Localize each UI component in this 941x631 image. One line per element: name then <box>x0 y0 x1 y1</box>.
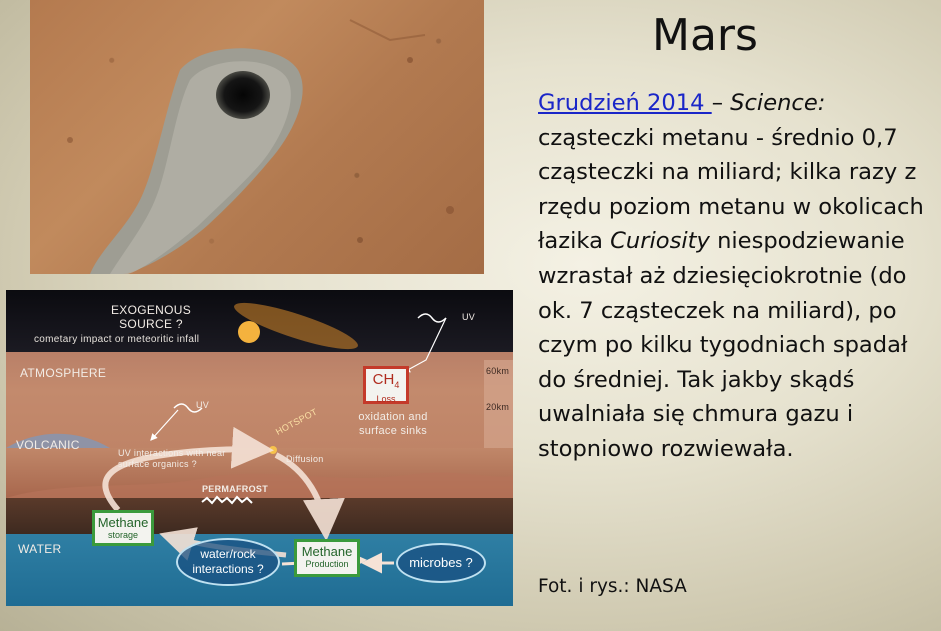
diffusion-label: Diffusion <box>286 454 324 464</box>
ch4-loss-label: Loss <box>376 394 396 404</box>
uv-label-left: UV <box>196 400 210 410</box>
methane-production-box <box>294 539 360 577</box>
water-label: WATER <box>18 542 62 556</box>
methane-cycle-diagram <box>6 290 513 606</box>
dash-separator: – <box>711 90 731 116</box>
permafrost-label: PERMAFROST <box>202 484 268 494</box>
rover-name: Curiosity <box>610 228 710 255</box>
volcanic-label: VOLCANIC <box>16 438 80 452</box>
ch4-formula: CH <box>372 371 395 388</box>
production-title: Methane <box>301 544 353 559</box>
methane-storage-box <box>92 510 154 546</box>
uv-interactions-label: UV interactions with near surface organics ? <box>118 448 226 469</box>
image-credit: Fot. i rys.: NASA <box>538 576 687 597</box>
body-part-2: niespodziewanie wzrastał aż dziesięciokrotnie (do ok. 7 cząsteczek na miliard), po czym po kilku tygodniach spadał do średniej. Tak jakby skądś uwalniała się chmura gazu i stopniowo rozwiewała. <box>538 228 908 462</box>
ch4-subscript: 4 <box>394 380 400 390</box>
water-rock-oval: water/rock interactions ? <box>176 538 280 586</box>
ch4-loss-box <box>363 366 409 404</box>
source-link[interactable]: Grudzień 2014 <box>538 90 712 116</box>
slide-title: Mars <box>652 10 758 61</box>
exogenous-source-label: EXOGENOUS SOURCE ? <box>110 303 192 331</box>
storage-title: Methane <box>97 515 149 530</box>
altitude-60km: 60km <box>486 366 510 376</box>
body-text <box>538 86 930 467</box>
hotspot-label: HOTSPOT <box>274 406 319 437</box>
storage-subtitle: storage <box>107 530 139 540</box>
uv-wave-top <box>418 314 446 322</box>
comet-icon <box>238 321 260 343</box>
exogenous-subtitle: cometary impact or meteoritic infall <box>34 334 200 345</box>
drill-hole-photo <box>30 0 484 274</box>
altitude-20km: 20km <box>486 402 510 412</box>
body-part-1: cząsteczki metanu - średnio 0,7 cząsteczki na miliard; kilka razy z rzędu poziom metanu w okolicach łazika <box>538 124 924 255</box>
source-name: Science: <box>730 90 826 116</box>
sinks-label: oxidation and surface sinks <box>358 411 428 437</box>
atmosphere-label: ATMOSPHERE <box>20 366 107 380</box>
microbes-oval: microbes ? <box>396 543 486 583</box>
hotspot-marker <box>269 446 277 454</box>
uv-label-top: UV <box>462 312 476 322</box>
production-subtitle: Production <box>305 559 349 569</box>
